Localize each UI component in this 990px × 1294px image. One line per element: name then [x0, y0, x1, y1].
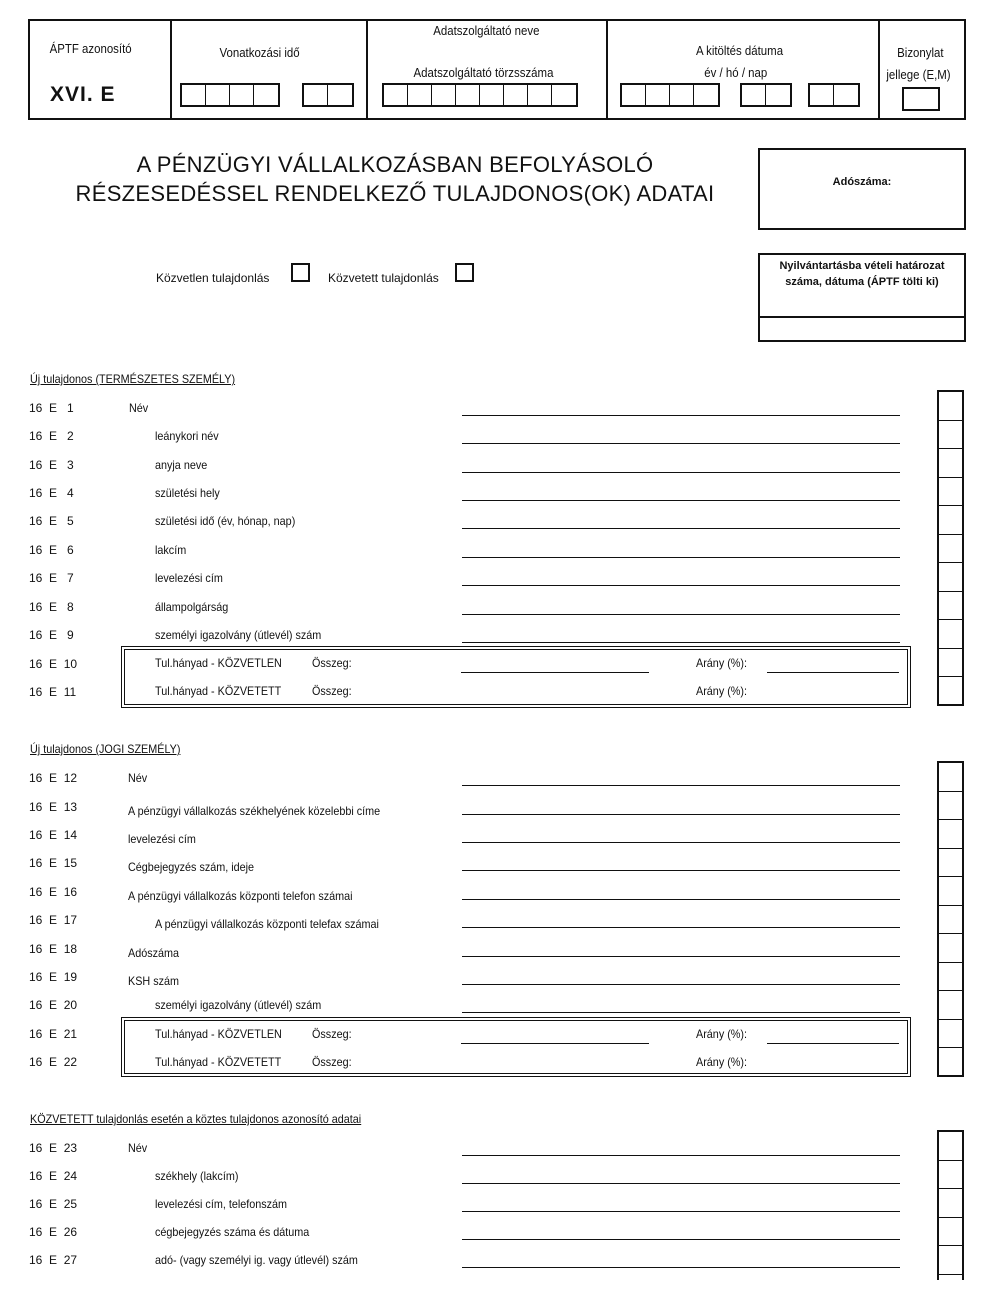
share-direct-ratio-input[interactable]	[767, 1043, 899, 1044]
field-code: 16 E 14	[29, 828, 78, 842]
field-code: 16 E 5	[29, 514, 74, 528]
form-header	[28, 19, 966, 120]
field-label: Cégbejegyzés szám, ideje	[128, 860, 255, 874]
share-direct-ratio-input[interactable]	[767, 672, 899, 673]
field-input-line[interactable]	[462, 814, 900, 815]
field-label: születési hely	[155, 486, 220, 500]
field-input-line[interactable]	[462, 585, 900, 586]
field-row	[0, 1253, 990, 1281]
field-label: születési idő (év, hónap, nap)	[155, 514, 296, 528]
share-direct-label: Tul.hányad - KÖZVETLEN	[155, 1027, 282, 1041]
field-label: anyja neve	[155, 458, 208, 472]
field-code: 16 E 27	[29, 1253, 78, 1267]
field-row	[0, 1169, 990, 1197]
field-label: Adószáma	[128, 946, 180, 960]
field-code: 16 E 3	[29, 458, 74, 472]
field-code: 16 E 16	[29, 885, 78, 899]
share-amount-label: Összeg:	[312, 684, 352, 698]
provider-id-label: Adatszolgáltató törzsszáma	[413, 65, 554, 80]
title-line-2: RÉSZESEDÉSSEL RENDELKEZŐ TULAJDONOS(OK) ADATAI	[75, 181, 715, 206]
registry-decision-box	[758, 253, 966, 342]
field-input-line[interactable]	[462, 614, 900, 615]
field-code: 16 E 24	[29, 1169, 78, 1183]
registry-decision-label: Nyilvántartásba vételi határozat száma, dátuma (ÁPTF tölti ki)	[779, 260, 945, 288]
field-row	[0, 828, 990, 856]
field-row	[0, 600, 990, 628]
field-input-line[interactable]	[462, 1183, 900, 1184]
share-code-direct: 16 E 10	[29, 657, 78, 671]
indirect-ownership-label: Közvetett tulajdonlás	[328, 271, 439, 285]
ownership-share-frame	[121, 1017, 911, 1077]
share-indirect-label: Tul.hányad - KÖZVETETT	[155, 1055, 282, 1069]
field-input-line[interactable]	[462, 1211, 900, 1212]
field-input-line[interactable]	[462, 1239, 900, 1240]
field-code: 16 E 2	[29, 429, 74, 443]
share-code-indirect: 16 E 11	[29, 685, 77, 699]
date-sub-label: év / hó / nap	[704, 65, 768, 80]
field-row	[0, 942, 990, 970]
field-input-line[interactable]	[462, 984, 900, 985]
field-code: 16 E 6	[29, 543, 74, 557]
field-code: 16 E 12	[29, 771, 78, 785]
field-code: 16 E 19	[29, 970, 78, 984]
provider-id-boxes[interactable]	[382, 83, 578, 107]
field-input-line[interactable]	[462, 956, 900, 957]
field-code: 16 E 8	[29, 600, 74, 614]
aptf-code: XVI. E	[50, 83, 116, 106]
field-input-line[interactable]	[462, 557, 900, 558]
direct-ownership-checkbox[interactable]	[291, 263, 310, 282]
field-label: A pénzügyi vállalkozás székhelyének közelebbi címe	[128, 804, 381, 818]
aptf-label: ÁPTF azonosító	[49, 41, 132, 56]
date-day-boxes[interactable]	[808, 83, 860, 107]
field-input-line[interactable]	[462, 1012, 900, 1013]
period-year-boxes[interactable]	[180, 83, 280, 107]
share-amount-label: Összeg:	[312, 1027, 352, 1041]
provider-cell	[368, 21, 608, 118]
doc-type-label-1: Bizonylat	[897, 45, 944, 60]
section-legal-person-heading: Új tulajdonos (JOGI SZEMÉLY)	[30, 742, 181, 756]
share-ratio-label: Arány (%):	[696, 656, 748, 670]
field-label: székhely (lakcím)	[155, 1169, 239, 1183]
aptf-cell	[30, 21, 172, 118]
field-row	[0, 885, 990, 913]
field-row	[0, 401, 990, 429]
indirect-ownership-checkbox[interactable]	[455, 263, 474, 282]
field-code: 16 E 9	[29, 628, 74, 642]
field-code: 16 E 7	[29, 571, 74, 585]
share-direct-amount-input[interactable]	[461, 1043, 649, 1044]
field-row	[0, 856, 990, 884]
field-row	[0, 571, 990, 599]
field-label: személyi igazolvány (útlevél) szám	[155, 998, 322, 1012]
field-row	[0, 771, 990, 799]
field-input-line[interactable]	[462, 642, 900, 643]
share-amount-label: Összeg:	[312, 656, 352, 670]
field-row	[0, 543, 990, 571]
ownership-share-frame	[121, 646, 911, 708]
field-row	[0, 486, 990, 514]
share-direct-amount-input[interactable]	[461, 672, 649, 673]
field-code: 16 E 15	[29, 856, 78, 870]
field-label: A pénzügyi vállalkozás központi telefon számai	[128, 889, 353, 903]
field-row	[0, 800, 990, 828]
field-code: 16 E 23	[29, 1141, 78, 1155]
field-input-line[interactable]	[462, 1267, 900, 1268]
doc-type-box[interactable]	[902, 87, 940, 111]
field-label: lakcím	[155, 543, 187, 557]
tax-number-label: Adószáma:	[832, 176, 892, 188]
share-ratio-label: Arány (%):	[696, 684, 748, 698]
date-label: A kitöltés dátuma	[695, 43, 784, 58]
field-input-line[interactable]	[462, 899, 900, 900]
share-indirect-label: Tul.hányad - KÖZVETETT	[155, 684, 282, 698]
period-label: Vonatkozási idő	[219, 45, 300, 60]
field-row	[0, 970, 990, 998]
field-label: cégbejegyzés száma és dátuma	[155, 1225, 310, 1239]
field-input-line[interactable]	[462, 472, 900, 473]
field-row	[0, 1141, 990, 1169]
field-label: KSH szám	[128, 974, 180, 988]
field-input-line[interactable]	[462, 842, 900, 843]
field-row	[0, 429, 990, 457]
field-code: 16 E 17	[29, 913, 78, 927]
field-code: 16 E 20	[29, 998, 78, 1012]
period-cell	[172, 21, 368, 118]
title-line-1: A PÉNZÜGYI VÁLLALKOZÁSBAN BEFOLYÁSOLÓ	[136, 152, 654, 177]
field-label: személyi igazolvány (útlevél) szám	[155, 628, 322, 642]
field-code: 16 E 1	[29, 401, 74, 415]
field-row	[0, 514, 990, 542]
field-label: levelezési cím, telefonszám	[155, 1197, 288, 1211]
field-label: levelezési cím	[155, 571, 223, 585]
field-row	[0, 1197, 990, 1225]
field-row	[0, 1225, 990, 1253]
share-code-direct: 16 E 21	[29, 1027, 78, 1041]
field-label: levelezési cím	[128, 832, 196, 846]
field-code: 16 E 4	[29, 486, 74, 500]
direct-ownership-label: Közvetlen tulajdonlás	[156, 271, 270, 285]
field-row	[0, 913, 990, 941]
field-label: Név	[128, 771, 148, 785]
field-label: Név	[129, 401, 149, 415]
field-input-line[interactable]	[462, 927, 900, 928]
registry-divider	[760, 316, 964, 318]
period-month-boxes[interactable]	[302, 83, 354, 107]
provider-name-label: Adatszolgáltató neve	[433, 23, 540, 38]
doc-type-label-2: jellege (E,M)	[886, 67, 951, 82]
form-title	[40, 150, 750, 208]
date-month-boxes[interactable]	[740, 83, 792, 107]
field-input-line[interactable]	[462, 415, 900, 416]
field-label: Név	[128, 1141, 148, 1155]
share-ratio-label: Arány (%):	[696, 1055, 748, 1069]
field-input-line[interactable]	[462, 528, 900, 529]
field-input-line[interactable]	[462, 1155, 900, 1156]
share-direct-label: Tul.hányad - KÖZVETLEN	[155, 656, 282, 670]
field-input-line[interactable]	[462, 500, 900, 501]
share-amount-label: Összeg:	[312, 1055, 352, 1069]
share-ratio-label: Arány (%):	[696, 1027, 748, 1041]
field-code: 16 E 18	[29, 942, 78, 956]
doc-type-cell	[880, 21, 964, 118]
field-input-line[interactable]	[462, 870, 900, 871]
field-label: A pénzügyi vállalkozás központi telefax számai	[155, 917, 379, 931]
section-intermediate-owner-heading: KÖZVETETT tulajdonlás esetén a köztes tulajdonos azonosító adatai	[30, 1112, 362, 1126]
field-code: 16 E 25	[29, 1197, 78, 1211]
field-code: 16 E 26	[29, 1225, 78, 1239]
field-row	[0, 458, 990, 486]
tax-number-box[interactable]	[758, 148, 966, 230]
field-label: állampolgárság	[155, 600, 229, 614]
field-input-line[interactable]	[462, 785, 900, 786]
field-label: leánykori név	[155, 429, 219, 443]
field-label: adó- (vagy személyi ig. vagy útlevél) szám	[155, 1253, 358, 1267]
field-input-line[interactable]	[462, 443, 900, 444]
date-year-boxes[interactable]	[620, 83, 720, 107]
field-code: 16 E 13	[29, 800, 78, 814]
section-natural-person-heading: Új tulajdonos (TERMÉSZETES SZEMÉLY)	[30, 372, 236, 386]
date-cell	[608, 21, 880, 118]
share-code-indirect: 16 E 22	[29, 1055, 78, 1069]
